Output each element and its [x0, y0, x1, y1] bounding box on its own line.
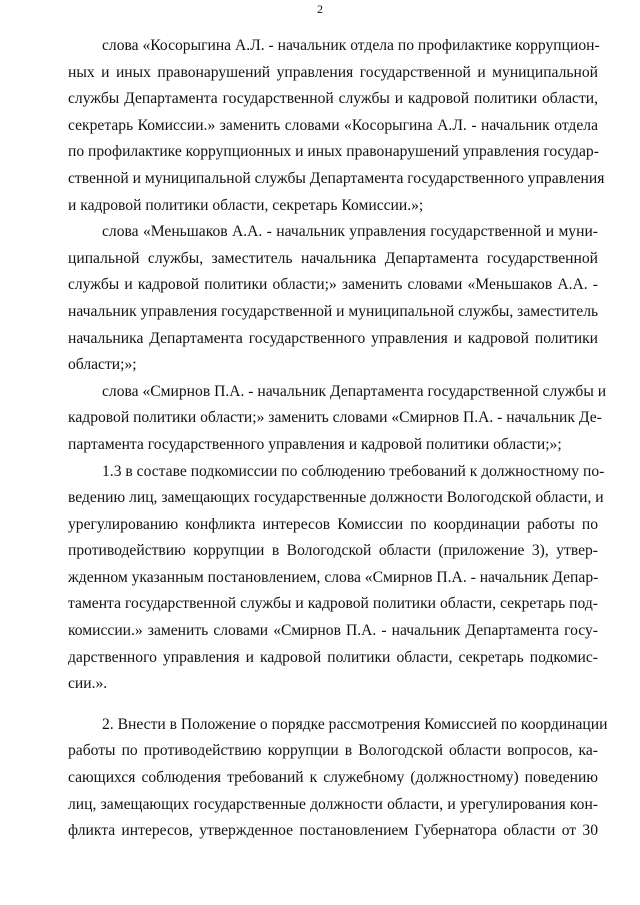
- text-line: дарственного управления и кадровой политики области, секретарь подкомис-: [68, 648, 598, 666]
- text-line: партамента государственного управления и кадровой политики области;»;: [68, 435, 562, 453]
- paragraph: [68, 379, 607, 459]
- text-line: 1.3 в составе подкомиссии по соблюдению требований к должностному по-: [102, 462, 605, 480]
- text-line: 2. Внести в Положение о порядке рассмотрения Комиссией по координации: [102, 715, 608, 733]
- text-line: службы и кадровой политики области;» заменить словами «Меньшаков А.А. -: [68, 276, 598, 294]
- text-line: фликта интересов, утвержденное постановлением Губернатора области от 30: [68, 822, 598, 840]
- text-line: сии.».: [68, 675, 108, 693]
- page-number: 2: [317, 2, 323, 16]
- text-line: комиссии.» заменить словами «Смирнов П.А. - начальник Департамента госу-: [68, 622, 598, 640]
- text-line: слова «Смирнов П.А. - начальник Департамента государственной службы и: [102, 382, 607, 400]
- text-line: слова «Меньшаков А.А. - начальник управления государственной и муни-: [102, 223, 598, 241]
- text-line: урегулированию конфликта интересов Комиссии по координации работы по: [68, 515, 598, 533]
- text-line: слова «Косорыгина А.Л. - начальник отдела по профилактике коррупцион-: [102, 37, 600, 54]
- text-line: лиц, замещающих государственные должности области, и урегулирования кон-: [68, 795, 598, 813]
- text-line: противодействию коррупции в Вологодской области (приложение 3), утвер-: [68, 542, 598, 560]
- text-line: ных и иных правонарушений управления государственной и муниципальной: [68, 63, 598, 81]
- text-line: секретарь Комиссии.» заменить словами «Косорыгина А.Л. - начальник отдела: [68, 116, 598, 134]
- text-line: сающихся соблюдения требований к служебному (должностному) поведению: [68, 769, 598, 787]
- text-line: области;»;: [68, 356, 137, 374]
- text-line: жденном указанным постановлением, слова «Смирнов П.А. - начальник Депар-: [68, 568, 599, 586]
- paragraph: [68, 712, 608, 845]
- text-line: по профилактике коррупционных и иных правонарушений управления государ-: [68, 143, 599, 161]
- text-line: кадровой политики области;» заменить словами «Смирнов П.А. - начальник Де-: [68, 409, 602, 427]
- text-line: ведению лиц, замещающих государственные должности Вологодской области, и: [68, 489, 604, 507]
- document-body: [68, 33, 608, 845]
- text-line: начальника Департамента государственного управления и кадровой политики: [68, 329, 598, 347]
- text-line: ципальной службы, заместитель начальника Департамента государственной: [68, 249, 598, 267]
- paragraph: [68, 459, 605, 698]
- paragraph: [68, 219, 598, 379]
- text-line: ственной и муниципальной службы Департамента государственного управления: [68, 169, 605, 187]
- text-line: и кадровой политики области, секретарь Комиссии.»;: [68, 196, 424, 214]
- text-line: начальник управления государственной и муниципальной службы, заместитель: [68, 302, 599, 320]
- text-line: службы Департамента государственной службы и кадровой политики области,: [68, 90, 598, 108]
- paragraph: [68, 33, 605, 219]
- text-line: работы по противодействию коррупции в Вологодской области вопросов, ка-: [68, 742, 598, 760]
- text-line: тамента государственной службы и кадровой политики области, секретарь под-: [68, 595, 598, 613]
